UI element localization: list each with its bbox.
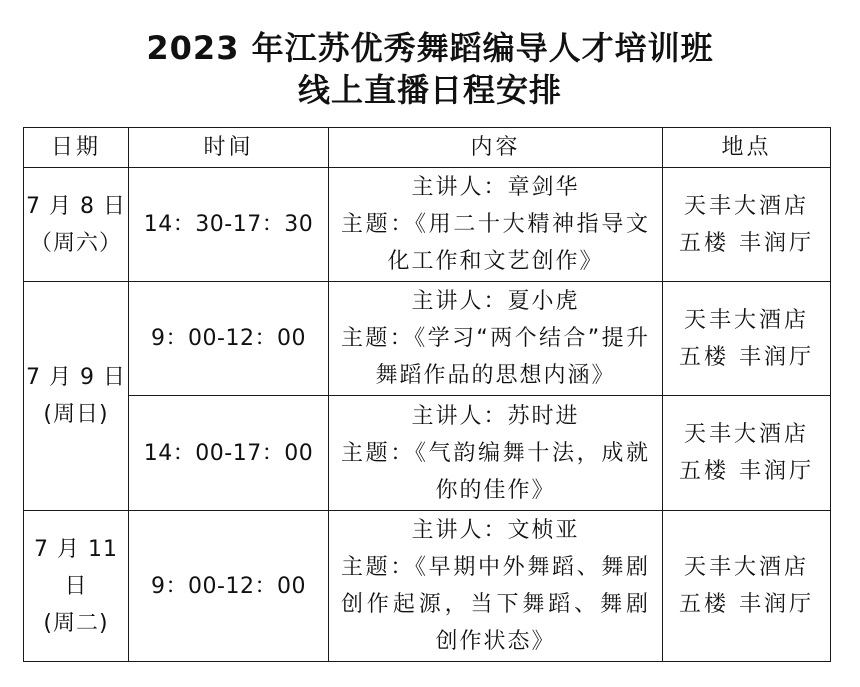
weekday-text: （周六） xyxy=(29,230,122,256)
speaker-text: 主讲人：夏小虎 xyxy=(411,289,580,314)
date-text: 7 月 8 日 xyxy=(26,193,126,219)
date-cell xyxy=(24,282,129,511)
speaker-text: 主讲人：苏时进 xyxy=(411,403,580,429)
topic-text: 主题：《学习“两个结合”提升舞蹈作品的思想内涵》 xyxy=(341,326,650,388)
speaker-text: 主讲人：文桢亚 xyxy=(411,518,580,543)
venue-hall: 五楼 丰润厅 xyxy=(679,592,814,617)
time-cell: 9：00-12：00 xyxy=(129,282,329,396)
weekday-text: (周日) xyxy=(43,402,109,427)
page-subtitle: 线上直播日程安排 xyxy=(297,71,562,109)
header-venue: 地点 xyxy=(663,128,831,168)
venue-hotel: 天丰大酒店 xyxy=(683,555,809,580)
venue-hotel: 天丰大酒店 xyxy=(683,193,809,219)
time-cell: 14：00-17：00 xyxy=(129,396,329,511)
speaker-text: 主讲人：章剑华 xyxy=(411,175,580,200)
date-cell xyxy=(24,168,129,282)
content-cell xyxy=(329,282,663,396)
venue-hotel: 天丰大酒店 xyxy=(683,422,809,447)
table-row xyxy=(24,396,831,511)
venue-cell xyxy=(663,396,831,511)
venue-hotel: 天丰大酒店 xyxy=(683,307,809,333)
content-cell xyxy=(329,511,663,662)
header-content: 内容 xyxy=(329,128,663,168)
table-row xyxy=(24,168,831,282)
table-row xyxy=(24,282,831,396)
content-cell xyxy=(329,168,663,282)
topic-text: 主题：《气韵编舞十法，成就你的佳作》 xyxy=(341,440,650,503)
schedule-table xyxy=(23,127,831,662)
time-cell: 14：30-17：30 xyxy=(129,168,329,282)
venue-hall: 五楼 丰润厅 xyxy=(679,459,814,484)
venue-hall: 五楼 丰润厅 xyxy=(679,230,814,256)
page-title: 2023 年江苏优秀舞蹈编导人才培训班 xyxy=(146,29,714,67)
venue-hall: 五楼 丰润厅 xyxy=(679,344,814,370)
venue-cell xyxy=(663,282,831,396)
topic-text: 主题：《用二十大精神指导文化工作和文艺创作》 xyxy=(341,212,650,274)
topic-text: 主题：《早期中外舞蹈、舞剧创作起源，当下舞蹈、舞剧创作状态》 xyxy=(341,555,650,654)
header-time: 时间 xyxy=(129,128,329,168)
content-cell xyxy=(329,396,663,511)
weekday-text: (周二) xyxy=(43,610,109,636)
header-date: 日期 xyxy=(24,128,129,168)
time-cell: 9：00-12：00 xyxy=(129,511,329,662)
table-header-row xyxy=(24,128,831,168)
venue-cell xyxy=(663,511,831,662)
date-cell xyxy=(24,511,129,662)
date-text: 7 月 11 日 xyxy=(34,536,118,599)
date-text: 7 月 9 日 xyxy=(26,365,126,390)
venue-cell xyxy=(663,168,831,282)
table-row xyxy=(24,511,831,662)
